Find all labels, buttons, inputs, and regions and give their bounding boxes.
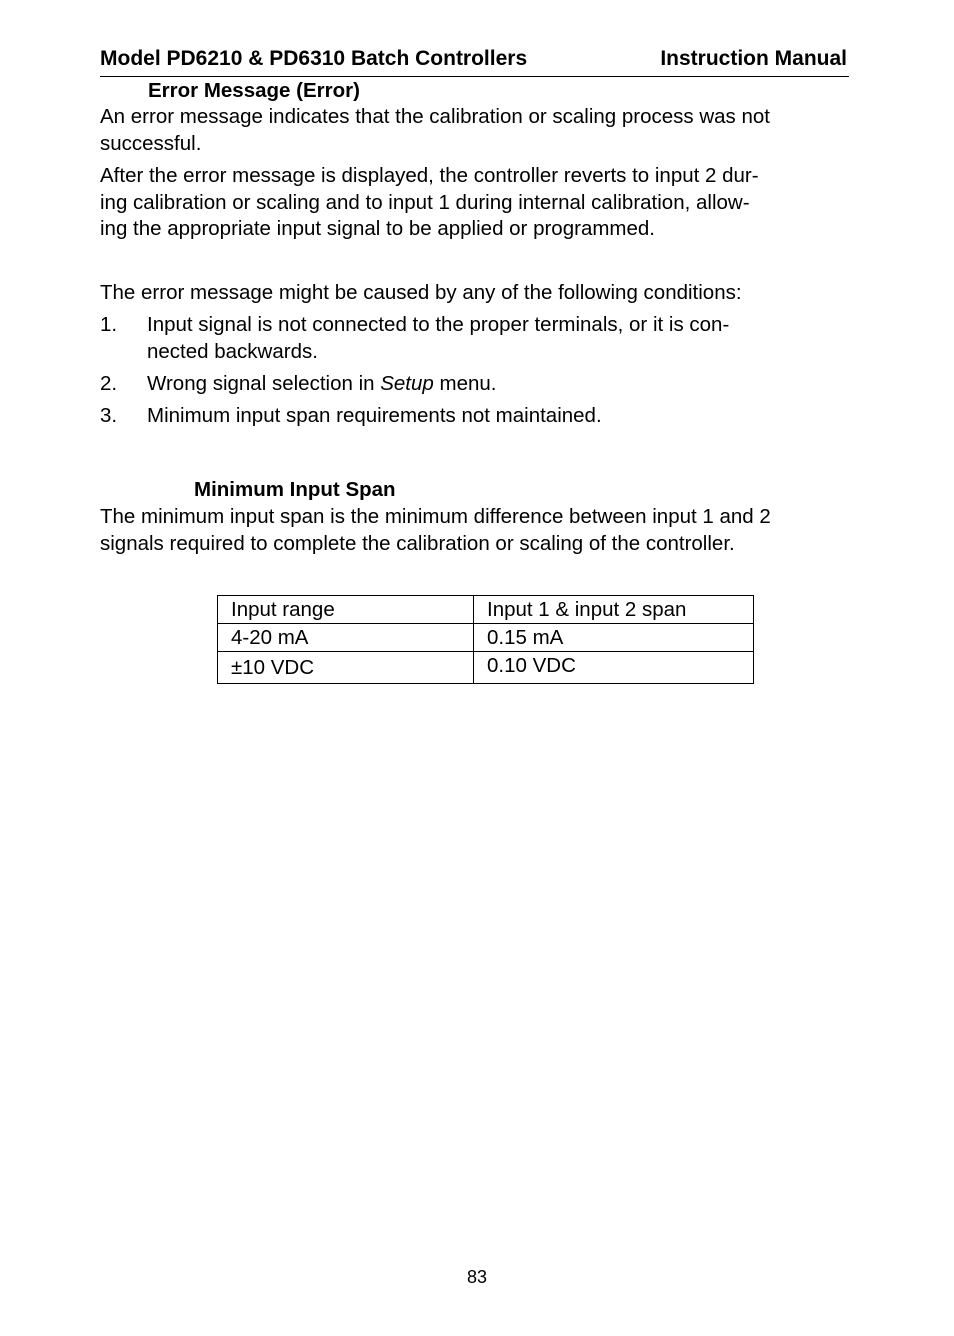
condition-text-pre: Wrong signal selection in (147, 372, 381, 395)
condition-text: Minimum input span requirements not maintained. (147, 404, 602, 427)
table-cell: 4-20 mA (218, 624, 474, 652)
error-paragraph-2-line-3: ing the appropriate input signal to be applied or programmed. (100, 217, 655, 240)
page-number: 83 (466, 1267, 488, 1287)
error-heading: Error Message (Error) (148, 79, 360, 102)
table-cell: ±10 VDC (218, 652, 474, 684)
table-cell: 0.10 VDC (474, 652, 754, 684)
error-paragraph-2-line-1: After the error message is displayed, the controller reverts to input 2 dur- (100, 164, 759, 187)
input-span-table (217, 595, 754, 684)
table-header-cell: Input 1 & input 2 span (474, 596, 754, 624)
error-paragraph-2-line-2: ing calibration or scaling and to input 1 during internal calibration, allow- (100, 190, 750, 214)
condition-text-post: menu. (433, 372, 497, 395)
error-paragraph-2 (100, 163, 860, 243)
header-manual-label: Instruction Manual (660, 47, 847, 70)
table-row (218, 624, 754, 652)
table-cell: 0.15 mA (474, 624, 754, 652)
page-header (100, 46, 849, 77)
table-row (218, 652, 754, 684)
span-paragraph-line-2: signals required to complete the calibration or scaling of the controller. (100, 531, 735, 555)
table-header-row (218, 596, 754, 624)
condition-number: 1. (100, 313, 118, 336)
condition-item-2 (100, 371, 860, 398)
span-paragraph-line-1: The minimum input span is the minimum difference between input 1 and 2 (100, 505, 771, 528)
setup-menu-name: Setup (380, 372, 434, 395)
condition-text-line-1: Input signal is not connected to the proper terminals, or it is con- (147, 313, 730, 336)
error-paragraph-3: The error message might be caused by any of the following conditions: (100, 281, 742, 304)
header-title: Model PD6210 & PD6310 Batch Controllers (100, 47, 528, 70)
table-header-cell: Input range (218, 596, 474, 624)
span-heading: Minimum Input Span (194, 478, 396, 501)
condition-text-line-2: nected backwards. (147, 339, 318, 363)
span-paragraph (100, 504, 860, 557)
error-paragraph-1: An error message indicates that the calibration or scaling process was not successful. (100, 105, 771, 155)
condition-number: 2. (100, 372, 118, 395)
condition-item-3 (100, 403, 860, 430)
condition-number: 3. (100, 404, 118, 427)
condition-item-1 (100, 312, 860, 366)
